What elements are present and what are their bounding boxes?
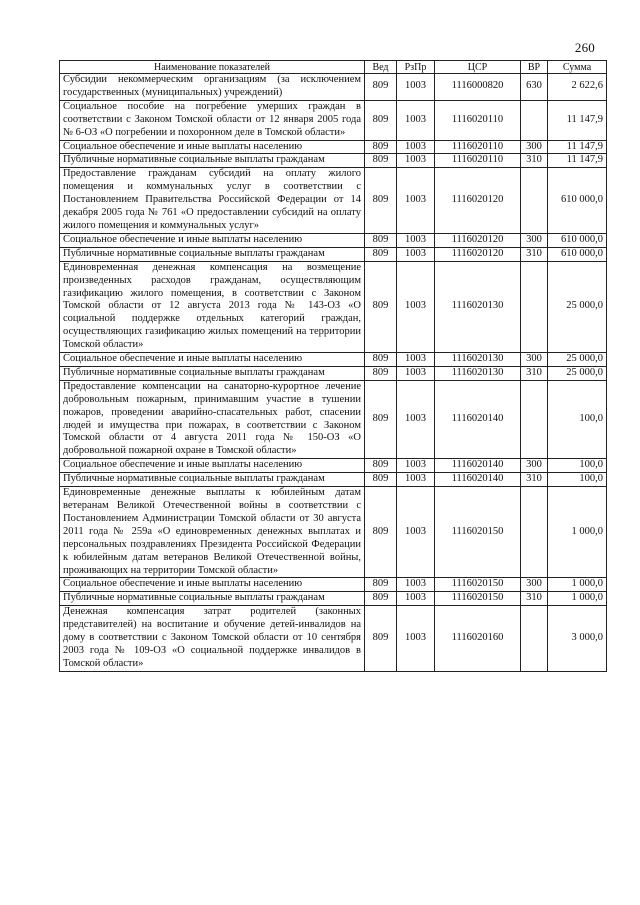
cell-ved: 809 [365, 473, 397, 487]
cell-name: Социальное обеспечение и иные выплаты населению [60, 459, 365, 473]
cell-ved: 809 [365, 100, 397, 140]
cell-sum: 11 147,9 [548, 154, 607, 168]
cell-name: Публичные нормативные социальные выплаты гражданам [60, 247, 365, 261]
cell-rzpr: 1003 [397, 578, 435, 592]
cell-csr: 1116020120 [435, 168, 521, 234]
header-sum: Сумма [548, 61, 607, 74]
cell-sum: 25 000,0 [548, 353, 607, 367]
cell-ved: 809 [365, 154, 397, 168]
cell-vr: 310 [521, 592, 548, 606]
cell-ved: 809 [365, 140, 397, 154]
cell-vr: 310 [521, 366, 548, 380]
cell-ved: 809 [365, 261, 397, 352]
cell-sum: 1 000,0 [548, 578, 607, 592]
cell-csr: 1116020130 [435, 353, 521, 367]
cell-rzpr: 1003 [397, 592, 435, 606]
budget-table [59, 60, 607, 672]
cell-sum: 3 000,0 [548, 606, 607, 672]
cell-csr: 1116020130 [435, 366, 521, 380]
cell-sum: 2 622,6 [548, 74, 607, 101]
cell-name: Единовременные денежные выплаты к юбилейным датам ветеранам Великой Отечественной войны в соответствии с Постановлением Администрации Томской области от 30 августа 2011 года № 259а «О единовременных денежных выплатах и персональных поздравлениях Президента Российской Федерации к юбилейным датам ветеранов Великой Отечественной войны, проживающих на территории Томской области» [60, 487, 365, 578]
cell-name: Субсидии некоммерческим организациям (за исключением государственных (муниципальных) учреждений) [60, 74, 365, 101]
table-row [60, 366, 607, 380]
cell-ved: 809 [365, 74, 397, 101]
cell-csr: 1116020110 [435, 154, 521, 168]
cell-ved: 809 [365, 353, 397, 367]
cell-vr: 300 [521, 459, 548, 473]
cell-ved: 809 [365, 578, 397, 592]
page-number: 260 [574, 40, 595, 55]
header-vr: ВР [521, 61, 548, 74]
cell-name: Публичные нормативные социальные выплаты гражданам [60, 592, 365, 606]
cell-rzpr: 1003 [397, 606, 435, 672]
cell-name: Единовременная денежная компенсация на возмещение произведенных расходов гражданам, осуществляющим газификацию жилого помещения, в соответствии с Законом Томской области от 12 августа 2013 года № 143-ОЗ «О социальной поддержке отдельных категорий граждан, осуществляющих газификацию жилых помещений на территории Томской области» [60, 261, 365, 352]
cell-rzpr: 1003 [397, 366, 435, 380]
cell-name: Публичные нормативные социальные выплаты гражданам [60, 366, 365, 380]
cell-name: Социальное пособие на погребение умерших граждан в соответствии с Законом Томской области от 12 января 2005 года № 6-ОЗ «О погребении и похоронном деле в Томской области» [60, 100, 365, 140]
cell-ved: 809 [365, 168, 397, 234]
cell-rzpr: 1003 [397, 487, 435, 578]
cell-vr [521, 168, 548, 234]
cell-vr: 310 [521, 154, 548, 168]
cell-ved: 809 [365, 366, 397, 380]
cell-name: Предоставление компенсации на санаторно-курортное лечение добровольным пожарным, принимавшим участие в тушении пожаров, проведении аварийно-спасательных работ, спасении людей и имущества при пожарах, в соответствии с Законом Томской области от 4 августа 2011 года № 150-ОЗ «О добровольной пожарной охране в Томской области» [60, 380, 365, 458]
cell-name: Публичные нормативные социальные выплаты гражданам [60, 473, 365, 487]
cell-vr [521, 606, 548, 672]
cell-vr: 630 [521, 74, 548, 101]
cell-rzpr: 1003 [397, 100, 435, 140]
cell-rzpr: 1003 [397, 74, 435, 101]
cell-name: Социальное обеспечение и иные выплаты населению [60, 353, 365, 367]
cell-vr: 310 [521, 247, 548, 261]
cell-rzpr: 1003 [397, 168, 435, 234]
table-row [60, 473, 607, 487]
cell-csr: 1116020110 [435, 140, 521, 154]
cell-csr: 1116020150 [435, 578, 521, 592]
cell-sum: 610 000,0 [548, 168, 607, 234]
cell-csr: 1116000820 [435, 74, 521, 101]
cell-sum: 11 147,9 [548, 140, 607, 154]
cell-name: Публичные нормативные социальные выплаты гражданам [60, 154, 365, 168]
table-row [60, 487, 607, 578]
cell-ved: 809 [365, 459, 397, 473]
table-row [60, 100, 607, 140]
cell-vr: 300 [521, 140, 548, 154]
cell-csr: 1116020140 [435, 459, 521, 473]
cell-csr: 1116020150 [435, 592, 521, 606]
cell-sum: 11 147,9 [548, 100, 607, 140]
cell-vr [521, 100, 548, 140]
cell-vr: 300 [521, 578, 548, 592]
cell-sum: 25 000,0 [548, 261, 607, 352]
header-csr: ЦСР [435, 61, 521, 74]
cell-ved: 809 [365, 380, 397, 458]
cell-rzpr: 1003 [397, 140, 435, 154]
cell-csr: 1116020160 [435, 606, 521, 672]
cell-rzpr: 1003 [397, 459, 435, 473]
cell-csr: 1116020140 [435, 380, 521, 458]
table-row [60, 606, 607, 672]
cell-csr: 1116020140 [435, 473, 521, 487]
cell-rzpr: 1003 [397, 353, 435, 367]
cell-rzpr: 1003 [397, 247, 435, 261]
table-row [60, 140, 607, 154]
cell-vr: 300 [521, 233, 548, 247]
header-name: Наименование показателей [60, 61, 365, 74]
cell-name: Социальное обеспечение и иные выплаты населению [60, 233, 365, 247]
cell-name: Денежная компенсация затрат родителей (законных представителей) на воспитание и обучение детей-инвалидов на дому в соответствии с Законом Томской области от 10 сентября 2003 года № 109-ОЗ «О социальной поддержке инвалидов в Томской области» [60, 606, 365, 672]
table-header-row [60, 61, 607, 74]
cell-rzpr: 1003 [397, 233, 435, 247]
table-row [60, 459, 607, 473]
cell-vr [521, 487, 548, 578]
cell-csr: 1116020120 [435, 233, 521, 247]
cell-sum: 100,0 [548, 459, 607, 473]
cell-ved: 809 [365, 606, 397, 672]
table-row [60, 380, 607, 458]
cell-name: Социальное обеспечение и иные выплаты населению [60, 578, 365, 592]
cell-csr: 1116020120 [435, 247, 521, 261]
cell-ved: 809 [365, 233, 397, 247]
cell-name: Предоставление гражданам субсидий на оплату жилого помещения и коммунальных услуг в соответствии с Постановлением Правительства Российской Федерации от 14 декабря 2005 года № 761 «О предоставлении субсидий на оплату жилого помещения и коммунальных услуг» [60, 168, 365, 234]
cell-csr: 1116020110 [435, 100, 521, 140]
table-row [60, 578, 607, 592]
cell-rzpr: 1003 [397, 154, 435, 168]
cell-csr: 1116020130 [435, 261, 521, 352]
cell-csr: 1116020150 [435, 487, 521, 578]
cell-sum: 100,0 [548, 380, 607, 458]
header-ved: Вед [365, 61, 397, 74]
cell-rzpr: 1003 [397, 473, 435, 487]
header-rzpr: РзПр [397, 61, 435, 74]
cell-rzpr: 1003 [397, 380, 435, 458]
cell-vr: 300 [521, 353, 548, 367]
table-row [60, 353, 607, 367]
cell-sum: 1 000,0 [548, 487, 607, 578]
table-row [60, 592, 607, 606]
cell-vr [521, 380, 548, 458]
cell-ved: 809 [365, 487, 397, 578]
cell-vr: 310 [521, 473, 548, 487]
table-row [60, 168, 607, 234]
cell-sum: 610 000,0 [548, 247, 607, 261]
cell-sum: 1 000,0 [548, 592, 607, 606]
table-row [60, 233, 607, 247]
cell-ved: 809 [365, 592, 397, 606]
table-row [60, 74, 607, 101]
table-row [60, 154, 607, 168]
table-row [60, 247, 607, 261]
cell-sum: 610 000,0 [548, 233, 607, 247]
cell-rzpr: 1003 [397, 261, 435, 352]
cell-ved: 809 [365, 247, 397, 261]
cell-name: Социальное обеспечение и иные выплаты населению [60, 140, 365, 154]
cell-sum: 100,0 [548, 473, 607, 487]
cell-vr [521, 261, 548, 352]
table-row [60, 261, 607, 352]
cell-sum: 25 000,0 [548, 366, 607, 380]
